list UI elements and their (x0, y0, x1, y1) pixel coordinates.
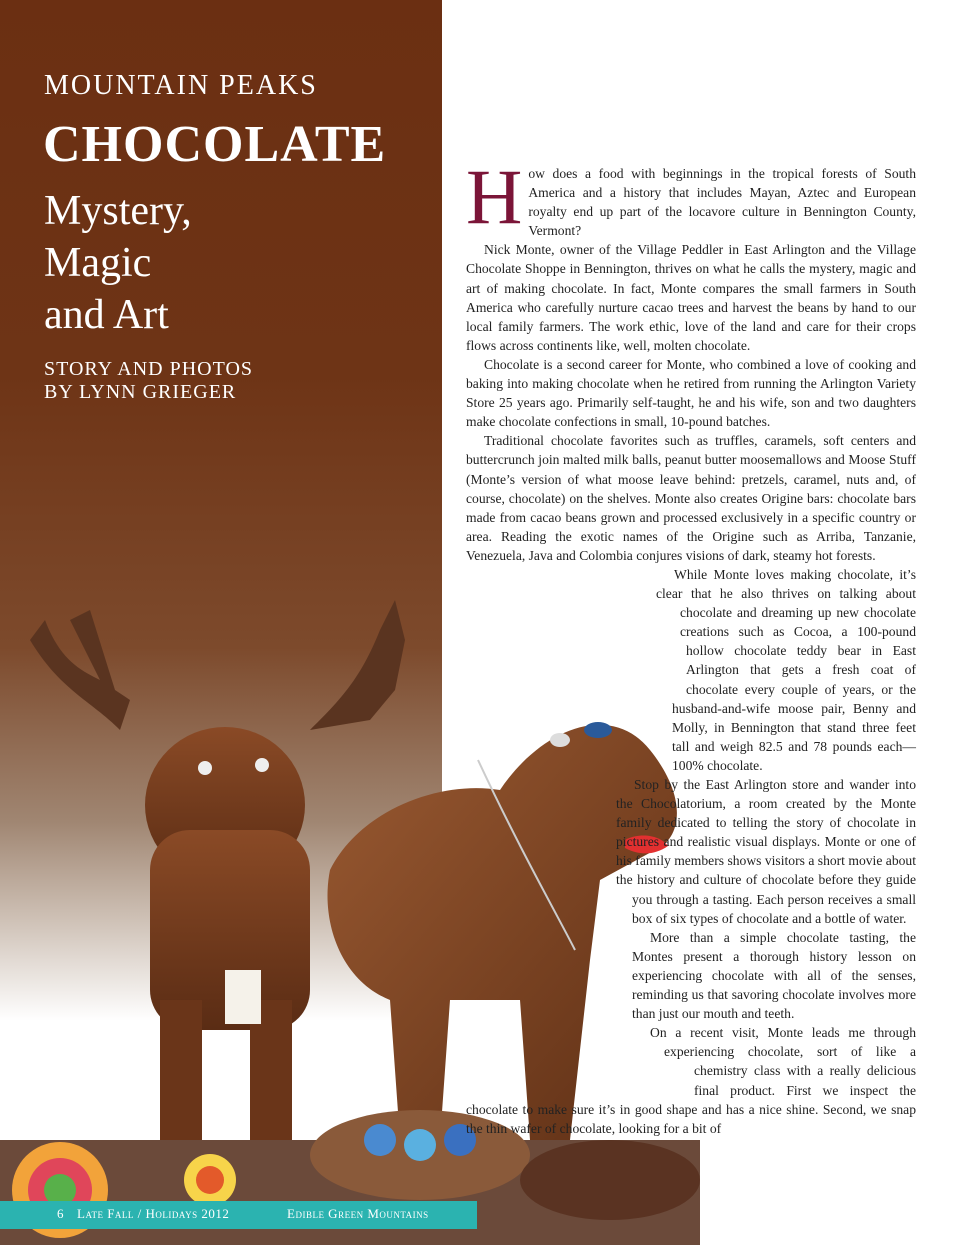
issue-label: Late Fall / Holidays 2012 (77, 1206, 230, 1221)
page-number: 6 (57, 1206, 64, 1221)
article-headline: CHOCOLATE (43, 116, 387, 173)
subtitle-line: and Art (44, 292, 169, 338)
paragraph: Stop by the East Arlington store and wander into the Chocolatorium, a room created by the Monte family dedicated to telling the story of chocolate in pictures and realistic visual displays. Monte or one of his family members shows visitors a short movie about the history and culture of chocolate before they guide you through a tasting. Each person receives a small box of six types of chocolate and a bottle of water. (616, 777, 916, 926)
article-subtitle (44, 185, 192, 341)
drop-cap: H (466, 153, 523, 240)
paragraph: Chocolate is a second career for Monte, who combined a love of cooking and baking into making chocolate when he retired from running the Arlington Variety Store 25 years ago. Primarily self-taught, he and his wife, son and two daughters make chocolate confections in small, 10-pound batches. (466, 356, 916, 430)
byline-line: STORY AND PHOTOS (44, 358, 254, 380)
paragraph: While Monte loves making chocolate, it’s clear that he also thrives on talking about chocolate and dreaming up new chocolate creations such as Cocoa, a 100-pound hollow chocolate teddy bear in East Arlington that gets a fresh coat of chocolate every couple of years, or the husband-and-wife moose pair, Benny and Molly, in Bennington that stand three feet tall and weigh 82.5 and 78 pounds each—100% chocolate. (656, 566, 916, 773)
byline (44, 358, 253, 404)
paragraph: On a recent visit, Monte leads me through experiencing chocolate, sort of like a chemistry class with a really delicious final product. First we inspect the chocolate to make sure it’s in good shape and has a nice shine. Second, we snap the thin wafer of chocolate, looking for a bit of (466, 1025, 916, 1136)
article-body (466, 153, 916, 1138)
section-kicker: MOUNTAIN PEAKS (44, 70, 318, 101)
subtitle-line: Mystery, (44, 188, 192, 234)
paragraph: More than a simple chocolate tasting, the Montes present a thorough history lesson on experiencing chocolate with all of the senses, reminding us that savoring chocolate involves more than just our mouth and teeth. (632, 929, 916, 1022)
magazine-name: Edible Green Mountains (287, 1206, 429, 1221)
subtitle-line: Magic (44, 240, 152, 286)
byline-line: BY LYNN GRIEGER (44, 381, 237, 403)
paragraph: How does a food with beginnings in the tropical forests of South America and a history that includes Mayan, Aztec and European royalty end up part of the locavore culture in Bennington County, Vermont? (466, 153, 916, 240)
paragraph: Traditional chocolate favorites such as truffles, caramels, soft centers and buttercrunch join malted milk balls, peanut butter moosemallows and Moose Stuff (Monte’s version of what moose leave behind: pretzels, caramel, nuts and, of course, chocolate) on the shelves. Monte also creates Origine bars: chocolate bars made from cacao beans grown and processed exclusively in a specific country or area. Reading the exotic names of the Origine such as Arriba, Tanzanie, Venezuela, Java and Colombia conjures visions of dark, steamy hot forests. (466, 433, 916, 563)
paragraph: Nick Monte, owner of the Village Peddler in East Arlington and the Village Chocolate Shoppe in Bennington, thrives on what he calls the mystery, magic and art of making chocolate. In fact, Monte compares the small farmers in South America who carefully nurture cacao trees and harvest the beans by hand to our local family farmers. The work ethic, love of the land and care for their crops flows across continents like, well, molten chocolate. (466, 242, 916, 353)
